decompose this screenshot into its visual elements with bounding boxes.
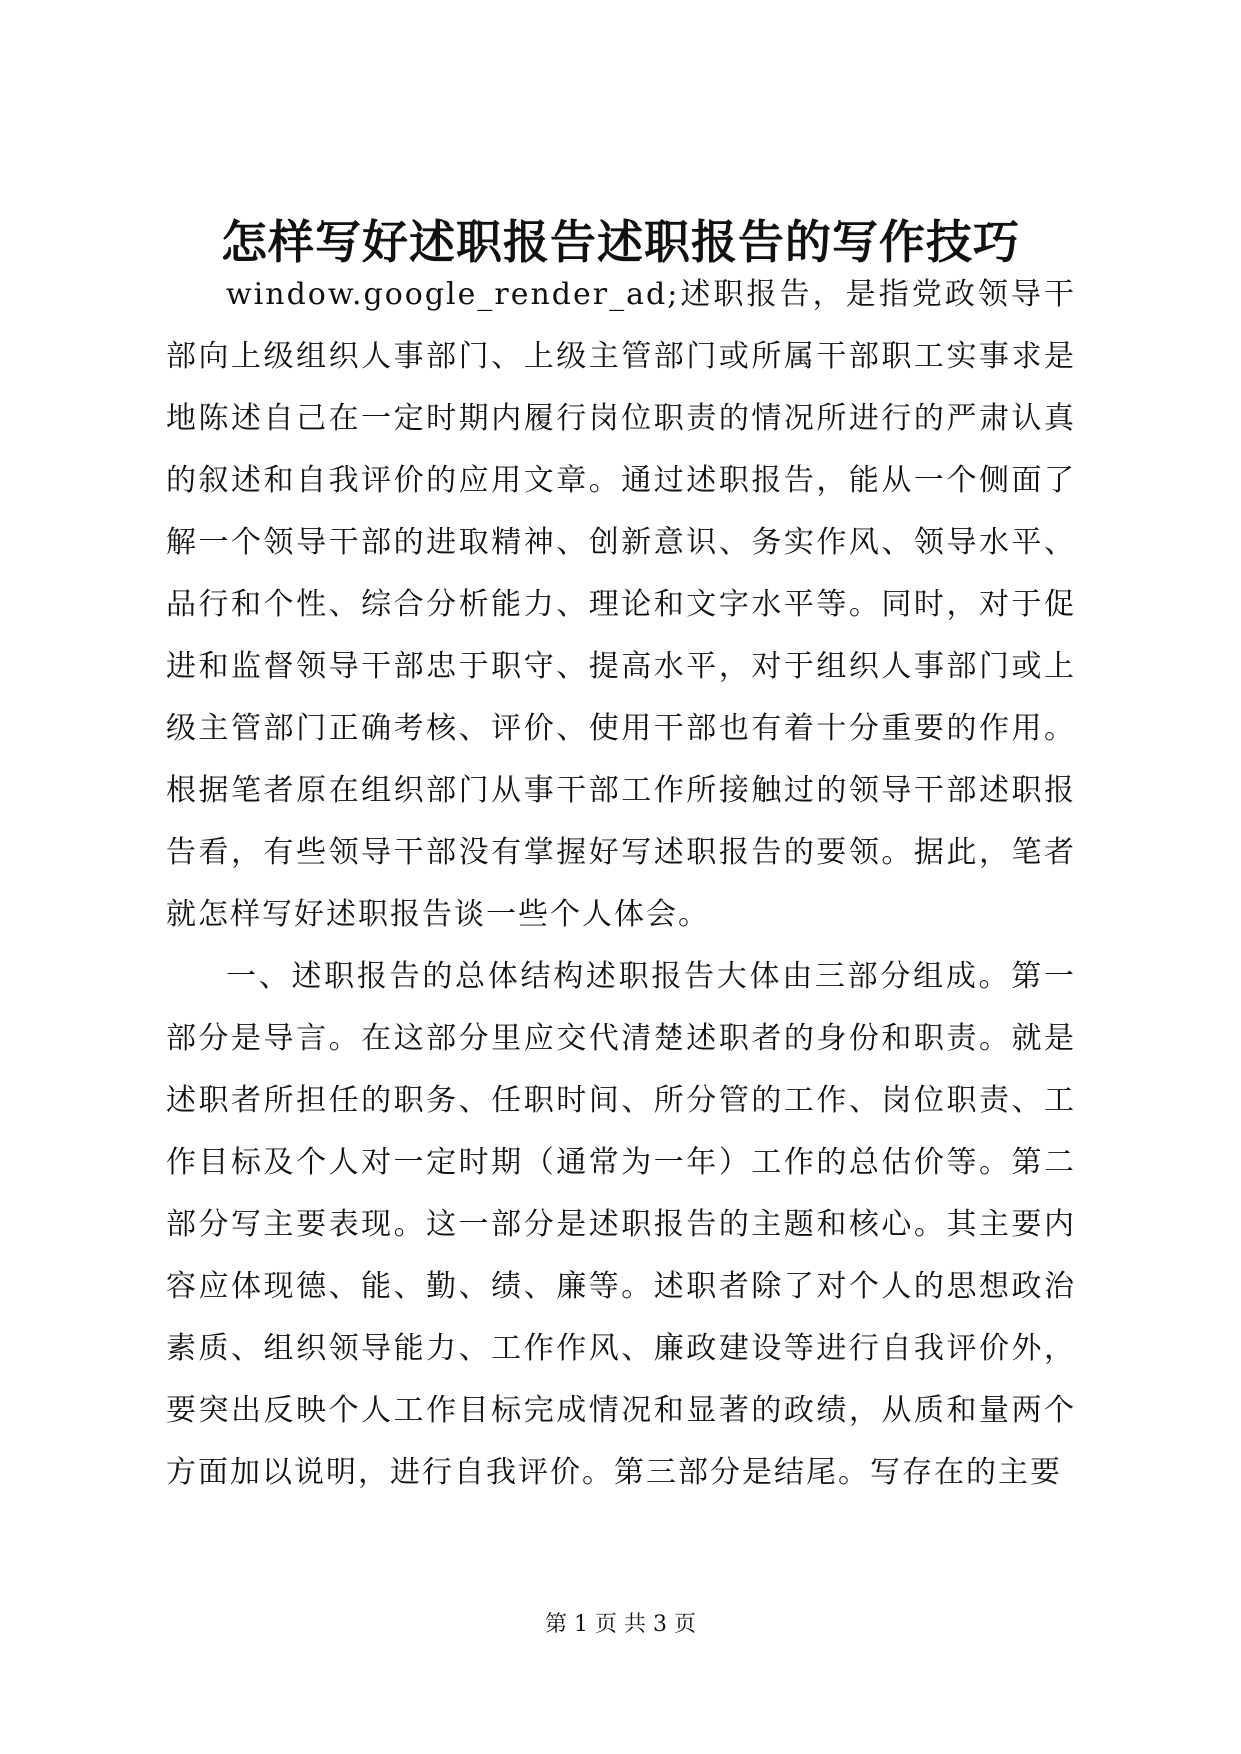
page-footer: 第 1 页 共 3 页 — [545, 1612, 696, 1637]
document-title: 怎样写好述职报告述职报告的写作技巧 — [221, 215, 1020, 269]
paragraph-structure: 一、述职报告的总体结构述职报告大体由三部分组成。第一部分是导言。在这部分里应交代清楚述职者的身份和职责。就是述职者所担任的职务、任职时间、所分管的工作、岗位职责、工作目标及个人对一定时期（通常为一年）工作的总估价等。第二部分写主要表现。这一部分是述职报告的主题和核心。其主要内容应体现德、能、勤、绩、廉等。述职者除了对个人的思想政治素质、组织领导能力、工作作风、廉政建设等进行自我评价外，要突出反映个人工作目标完成情况和显著的政绩，从质和量两个方面加以说明，进行自我评价。第三部分是结尾。写存在的主要 — [166, 959, 1076, 1490]
document-body — [166, 264, 1076, 1504]
paragraph-intro: window.google_render_ad;述职报告，是指党政领导干部向上级组织人事部门、上级主管部门或所属干部职工实事求是地陈述自己在一定时期内履行岗位职责的情况所进行的严肃认真的叙述和自我评价的应用文章。通过述职报告，能从一个侧面了解一个领导干部的进取精神、创新意识、务实作风、领导水平、品行和个性、综合分析能力、理论和文字水平等。同时，对于促进和监督领导干部忠于职守、提高水平，对于组织人事部门或上级主管部门正确考核、评价、使用干部也有着十分重要的作用。根据笔者原在组织部门从事干部工作所接触过的领导干部述职报告看，有些领导干部没有掌握好写述职报告的要领。据此，笔者就怎样写好述职报告谈一些个人体会。 — [166, 277, 1076, 932]
